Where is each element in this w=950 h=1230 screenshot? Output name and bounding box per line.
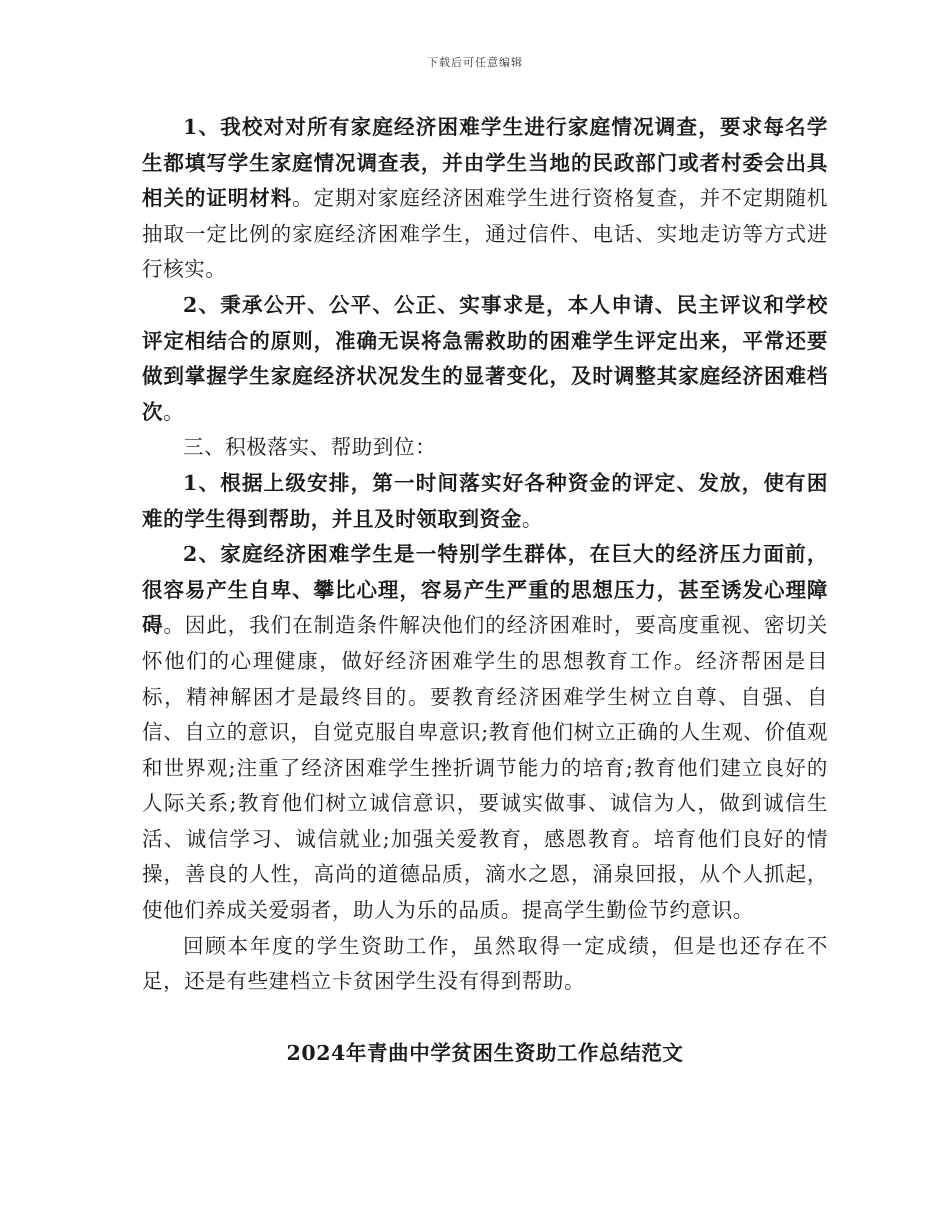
paragraph-normal-text: 。 xyxy=(163,399,185,424)
paragraph-normal-text: 。定期对家庭经济困难学生进行资格复查，并不定期随机抽取一定比例的家庭经济困难学生，通过信件、电话、实地走访等方式进行核实。 xyxy=(142,186,828,282)
section-heading xyxy=(142,430,828,466)
paragraph-normal-text: 三、积极落实、帮助到位： xyxy=(183,435,437,460)
paragraph-normal-text: 。因此，我们在制造条件解决他们的经济困难时，要高度重视、密切关怀他们的心理健康，做好经济困难学生的思想教育工作。经济帮困是目标，精神解困才是最终目的。要教育经济困难学生树立自尊、自强、自信、自立的意识，自觉克服自卑意识;教育他们树立正确的人生观、价值观和世界观;注重了经济困难学生挫折调节能力的培育;教育他们建立良好的人际关系;教育他们树立诚信意识，要诚实做事、诚信为人，做到诚信生活、诚信学习、诚信就业;加强关爱教育，感恩教育。培育他们良好的情操，善良的人性，高尚的道德品质，滴水之恩，涌泉回报，从个人抓起，使他们养成关爱弱者，助人为乐的品质。提高学生勤俭节约意识。 xyxy=(142,613,828,923)
paragraph-bold-text: 1、我校对对所有家庭经济困难学生进行家庭情况调查，要求每名学生都填写学生家庭情况调查表，并由学生当地的民政部门或者村委会出具相关的证明材料 xyxy=(142,115,828,211)
paragraph-4 xyxy=(142,537,828,929)
paragraph-bold-text: 1、根据上级安排，第一时间落实好各种资金的评定、发放，使有困难的学生得到帮助，并且及时领取到资金 xyxy=(142,470,828,531)
document-body xyxy=(142,110,828,1066)
paragraph-2 xyxy=(142,288,828,430)
paragraph-normal-text: 回顾本年度的学生资助工作，虽然取得一定成绩，但是也还存在不足，还是有些建档立卡贫困学生没有得到帮助。 xyxy=(142,933,828,994)
page-header: 下载后可任意编辑 xyxy=(427,56,523,69)
paragraph-1 xyxy=(142,110,828,288)
paragraph-normal-text: 。 xyxy=(521,506,543,531)
paragraph-3 xyxy=(142,466,828,537)
paragraph-5 xyxy=(142,929,828,1000)
paragraph-bold-text: 2、秉承公开、公平、公正、实事求是，本人申请、民主评议和学校评定相结合的原则，准确无误将急需救助的困难学生评定出来，平常还要做到掌握学生家庭经济状况发生的显著变化，及时调整其家庭经济困难档次 xyxy=(142,292,828,424)
paragraph-bold-text: 2、家庭经济困难学生是一特别学生群体，在巨大的经济压力面前，很容易产生自卑、攀比心理，容易产生严重的思想压力，甚至诱发心理障碍 xyxy=(142,542,828,638)
document-title: 2024年青曲中学贫困生资助工作总结范文 xyxy=(286,1040,684,1065)
